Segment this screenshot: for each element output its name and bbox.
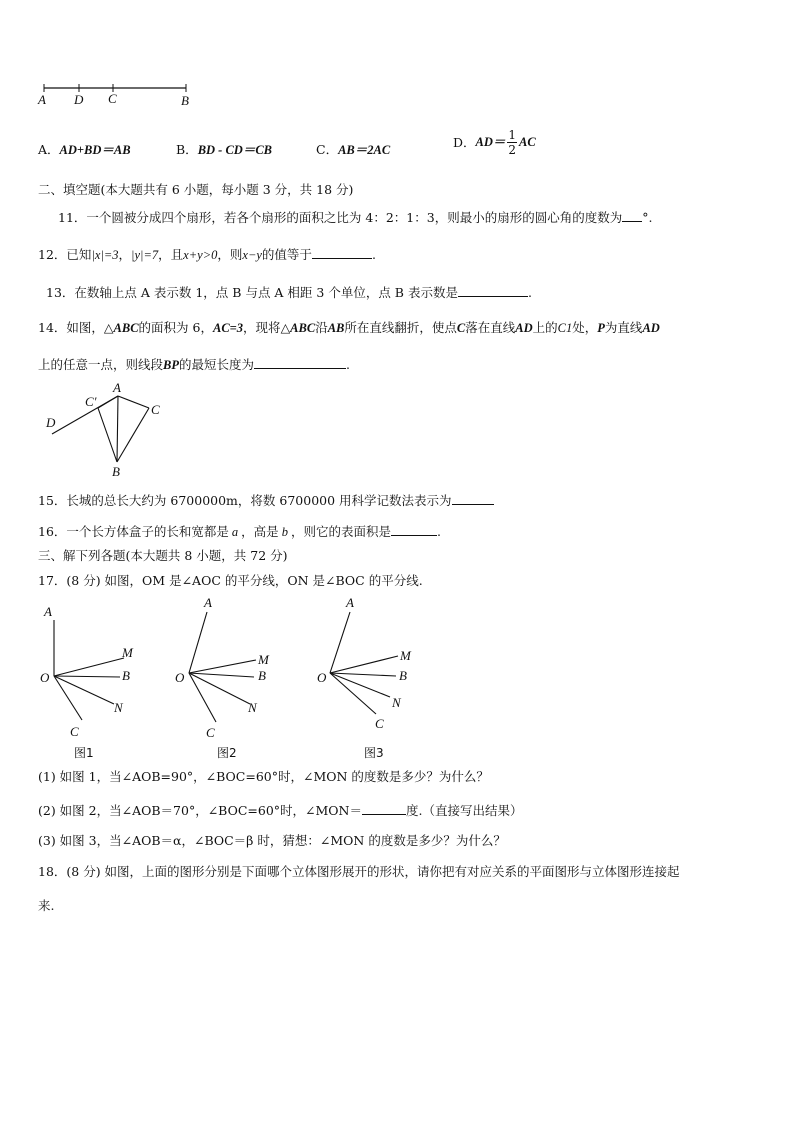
q13-tail: . (527, 285, 532, 300)
q16-var-b: b (281, 525, 288, 539)
q14-c: C (456, 321, 466, 335)
q11-text: 11．一个圆被分成四个扇形，若各个扇形的面积之比为 4：2：1：3，则最小的扇形的圆心角的度数为 (58, 210, 623, 225)
q12-abs-x: |x|=3 (91, 248, 119, 262)
question-11 (58, 209, 652, 225)
option-a (38, 142, 131, 158)
q16-var-a: a (231, 525, 239, 539)
option-c-text: AB＝2AC (338, 143, 391, 157)
fig1-label-o: O (40, 670, 50, 685)
fig2-label-b: B (258, 668, 266, 683)
q11-tail: °. (642, 210, 653, 225)
fig14-label-c-prime: C′ (85, 394, 97, 409)
label-b: B (181, 93, 189, 108)
fig3-label-b: B (399, 668, 407, 683)
q14-tail: . (346, 357, 350, 372)
q17-sub3: (3) 如图 3，当∠AOB＝α，∠BOC＝β 时，猜想：∠MON 的度数是多少？为什么？ (38, 833, 506, 848)
fig14-label-c: C (151, 402, 160, 417)
q14-falls-on: 落在直线 (465, 320, 516, 335)
q15-answer-blank[interactable] (452, 492, 494, 505)
q17-sub2-answer-blank[interactable] (362, 802, 406, 815)
q12-prefix: 12．已知 (38, 247, 92, 262)
fig3-label-m: M (400, 648, 411, 663)
q14-figure (40, 378, 180, 482)
fig1-label-a: A (44, 604, 52, 619)
q12-answer-blank[interactable] (312, 246, 372, 259)
fig2-label-o: O (175, 670, 185, 685)
fig2-caption: 图2 (217, 746, 237, 760)
fig14-label-a: A (113, 380, 121, 395)
q14-on: 上的 (532, 320, 558, 335)
option-c (316, 142, 390, 158)
fig2-label-m: M (258, 652, 269, 667)
question-18-line1: 18．(8 分) 如图，上面的图形分别是下面哪个立体图形展开的形状，请你把有对应关系的平面图形与立体图形连接起 (38, 864, 680, 879)
fig2-label-c: C (206, 725, 215, 740)
q14-shortest: 的最短长度为 (179, 357, 255, 372)
fraction-numerator: 1 (508, 128, 517, 142)
fig3-caption: 图3 (364, 746, 384, 760)
label-a: A (38, 92, 46, 107)
q17-sub2-tail: 度.（直接写出结果） (406, 803, 523, 818)
option-d (453, 128, 536, 157)
q16-surface: ，则它的表面积是 (290, 524, 391, 539)
option-d-fraction (507, 128, 517, 157)
fig3-label-o: O (317, 670, 327, 685)
option-a-text: AD+BD＝AB (59, 143, 131, 157)
q11-answer-blank[interactable] (622, 209, 642, 222)
option-b-label: B． (176, 142, 198, 157)
question-14-line2 (38, 356, 350, 373)
option-b (176, 142, 272, 158)
fig1-label-m: M (122, 645, 133, 660)
option-a-label: A． (38, 142, 60, 157)
q12-separator: ， (118, 247, 132, 262)
option-d-label: D． (453, 135, 476, 150)
question-17-text: 17．(8 分) 如图，OM 是∠AOC 的平分线，ON 是∠BOC 的平分线. (38, 573, 423, 588)
q17-figure-3 (312, 594, 432, 765)
q14-fold: 所在直线翻折，使点 (344, 320, 457, 335)
label-d: D (74, 92, 84, 107)
question-18-line2: 来. (38, 898, 55, 913)
question-14-line1 (38, 320, 660, 336)
q16-tail: . (436, 524, 441, 539)
option-d-rhs: AC (519, 135, 536, 149)
q16-prefix: 16．一个长方体盒子的长和宽都是 (38, 524, 229, 539)
q14-c1: C1 (557, 321, 573, 335)
q14-ac: AC=3 (212, 321, 244, 335)
q13-answer-blank[interactable] (458, 284, 528, 297)
q14-area: 的面积为 6， (138, 320, 213, 335)
label-c: C (108, 91, 117, 106)
fig1-label-c: C (70, 724, 79, 739)
q14-any-point: 上的任意一点，则线段 (38, 357, 164, 372)
q14-ad: AD (515, 321, 533, 335)
q14-ab: AB (327, 321, 345, 335)
option-c-label: C． (316, 142, 339, 157)
fig3-label-c: C (375, 716, 384, 731)
fig1-label-n: N (114, 700, 123, 715)
fraction-denominator: 2 (508, 143, 517, 157)
q12-abs-y: |y|=7 (131, 248, 159, 262)
q17-sub2 (38, 802, 522, 818)
q13-text: 13．在数轴上点 A 表示数 1，点 B 与点 A 相距 3 个单位，点 B 表示数是 (46, 285, 458, 300)
q14-answer-blank[interactable] (254, 356, 346, 369)
fig1-caption: 图1 (74, 746, 94, 760)
fig14-label-d: D (46, 415, 56, 430)
q12-condition: x+y>0 (183, 248, 218, 262)
q14-now: ，现将 (243, 320, 281, 335)
question-16 (38, 523, 441, 540)
q14-triangle-2: △ABC (280, 321, 316, 335)
q15-text: 15．长城的总长大约为 6700000m，将数 6700000 用科学记数法表示为 (38, 493, 452, 508)
q14-p: P (597, 321, 605, 335)
q12-tail: . (371, 247, 376, 262)
q12-value-equals: 的值等于 (261, 247, 312, 262)
q14-along: 沿 (315, 320, 328, 335)
q17-figure-1 (36, 600, 156, 765)
q17-figure-2 (170, 594, 290, 765)
q14-triangle: △ABC (103, 321, 139, 335)
q14-is-line: 为直线 (604, 320, 643, 335)
q14-at: 处， (572, 320, 598, 335)
question-15 (38, 492, 494, 508)
q14-ad-2: AD (642, 321, 660, 335)
fig2-label-a: A (204, 595, 212, 610)
section3-title: 三、解下列各题(本大题共 8 小题，共 72 分) (38, 548, 288, 563)
fig14-label-b: B (112, 464, 120, 479)
q12-and: ，且 (158, 247, 184, 262)
option-b-text: BD - CD＝CB (197, 143, 273, 157)
fig3-label-n: N (392, 695, 401, 710)
fig3-label-a: A (346, 595, 354, 610)
q12-then: ，则 (217, 247, 243, 262)
q17-sub1: (1) 如图 1，当∠AOB=90°，∠BOC=60°时，∠MON 的度数是多少？为什么？ (38, 769, 489, 784)
fig2-label-n: N (248, 700, 257, 715)
q16-height: ，高是 (241, 524, 279, 539)
q14-intro: 14．如图， (38, 320, 104, 335)
fig1-label-b: B (122, 668, 130, 683)
q14-bp: BP (163, 358, 179, 372)
question-13 (46, 284, 532, 300)
segment-figure (36, 78, 196, 112)
section2-title: 二、填空题(本大题共有 6 小题，每小题 3 分，共 18 分) (38, 182, 354, 197)
q12-expression: x−y (242, 248, 262, 262)
q16-answer-blank[interactable] (391, 523, 437, 536)
q17-sub2-text: (2) 如图 2，当∠AOB＝70°，∠BOC=60°时，∠MON＝ (38, 803, 362, 818)
option-d-lhs: AD＝ (475, 135, 506, 149)
question-12 (38, 246, 376, 263)
